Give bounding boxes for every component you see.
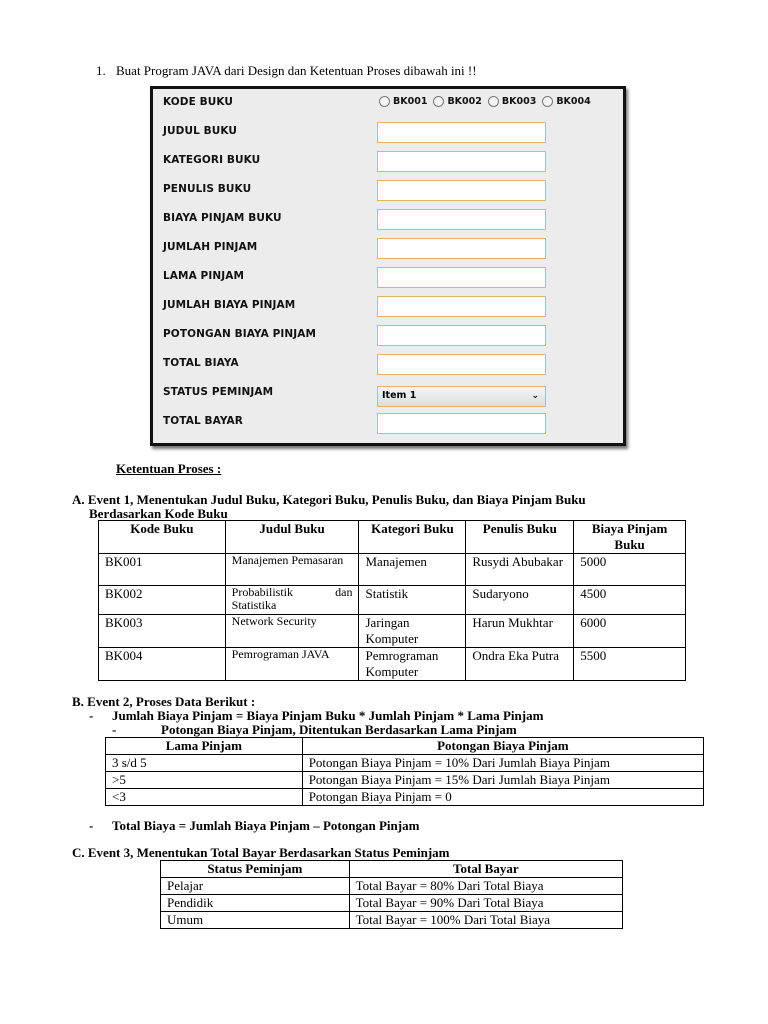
kategori-buku-input[interactable] <box>377 151 546 172</box>
status-peminjam-value: Item 1 <box>382 390 417 401</box>
potongan-table <box>105 737 704 806</box>
header-penulis-buku: Penulis Buku <box>466 521 574 554</box>
cell-kode: BK003 <box>99 615 226 648</box>
form-design-mockup <box>150 86 626 446</box>
cell-biaya: 5500 <box>574 648 686 681</box>
cell-penulis: Sudaryono <box>466 586 574 615</box>
cell-kategori: Manajemen <box>359 554 466 586</box>
cell-total: Total Bayar = 100% Dari Total Biaya <box>349 912 622 929</box>
label-total-bayar: TOTAL BAYAR <box>163 415 243 427</box>
table-row <box>99 554 686 586</box>
cell-lama: 3 s/d 5 <box>106 755 303 772</box>
cell-status: Pendidik <box>161 895 350 912</box>
total-bayar-input[interactable] <box>377 413 546 434</box>
label-judul-buku: JUDUL BUKU <box>163 125 238 137</box>
cell-biaya: 5000 <box>574 554 686 586</box>
radio-circle-icon <box>542 96 553 107</box>
section-b-dash1: - <box>89 708 94 723</box>
cell-potongan: Potongan Biaya Pinjam = 0 <box>302 789 703 806</box>
header-biaya-pinjam: Biaya Pinjam Buku <box>574 521 686 554</box>
ketentuan-title: Ketentuan Proses : <box>116 461 222 476</box>
section-c-title: C. Event 3, Menentukan Total Bayar Berdasarkan Status Peminjam <box>72 845 450 860</box>
label-total-biaya: TOTAL BIAYA <box>163 357 239 369</box>
radio-bk001[interactable]: BK001 <box>379 96 427 107</box>
header-status-peminjam: Status Peminjam <box>161 861 350 878</box>
table-row <box>99 586 686 615</box>
table-row <box>161 878 623 895</box>
table-row <box>106 755 704 772</box>
label-kode-buku: KODE BUKU <box>163 96 234 108</box>
total-bayar-table <box>160 860 623 929</box>
biaya-pinjam-buku-input[interactable] <box>377 209 546 230</box>
label-penulis-buku: PENULIS BUKU <box>163 183 252 195</box>
cell-biaya: 4500 <box>574 586 686 615</box>
total-biaya-formula: Total Biaya = Jumlah Biaya Pinjam – Potongan Pinjam <box>112 818 420 833</box>
table-row <box>99 615 686 648</box>
cell-penulis: Ondra Eka Putra <box>466 648 574 681</box>
header-judul-buku: Judul Buku <box>225 521 359 554</box>
cell-penulis: Harun Mukhtar <box>466 615 574 648</box>
total-biaya-input[interactable] <box>377 354 546 375</box>
jumlah-pinjam-input[interactable] <box>377 238 546 259</box>
table-row <box>99 648 686 681</box>
header-potongan: Potongan Biaya Pinjam <box>302 738 703 755</box>
lama-pinjam-input[interactable] <box>377 267 546 288</box>
status-peminjam-select[interactable] <box>377 386 546 407</box>
section-b-formula: Jumlah Biaya Pinjam = Biaya Pinjam Buku * Jumlah Pinjam * Lama Pinjam <box>112 708 544 723</box>
cell-kode: BK004 <box>99 648 226 681</box>
cell-lama: <3 <box>106 789 303 806</box>
radio-bk002[interactable]: BK002 <box>433 96 481 107</box>
radio-bk004[interactable]: BK004 <box>542 96 590 107</box>
section-b-potongan-text: Potongan Biaya Pinjam, Ditentukan Berdasarkan Lama Pinjam <box>161 722 517 737</box>
jumlah-biaya-pinjam-input[interactable] <box>377 296 546 317</box>
cell-total: Total Bayar = 90% Dari Total Biaya <box>349 895 622 912</box>
label-jumlah-biaya-pinjam: JUMLAH BIAYA PINJAM <box>163 299 296 311</box>
table-row <box>106 772 704 789</box>
cell-penulis: Rusydi Abubakar <box>466 554 574 586</box>
section-a-subtitle: Berdasarkan Kode Buku <box>89 506 228 521</box>
label-biaya-pinjam-buku: BIAYA PINJAM BUKU <box>163 212 282 224</box>
intro-number: 1. <box>96 63 106 78</box>
header-kode-buku: Kode Buku <box>99 521 226 554</box>
section-b-dash3: - <box>89 818 94 833</box>
cell-potongan: Potongan Biaya Pinjam = 10% Dari Jumlah Biaya Pinjam <box>302 755 703 772</box>
cell-kategori: Jaringan Komputer <box>359 615 466 648</box>
cell-judul: Network Security <box>225 615 359 648</box>
cell-judul: Manajemen Pemasaran <box>225 554 359 586</box>
header-kategori-buku: Kategori Buku <box>359 521 466 554</box>
cell-kode: BK002 <box>99 586 226 615</box>
table-row <box>161 912 623 929</box>
table-row <box>161 895 623 912</box>
table-row <box>106 789 704 806</box>
judul-buku-input[interactable] <box>377 122 546 143</box>
label-lama-pinjam: LAMA PINJAM <box>163 270 245 282</box>
label-kategori-buku: KATEGORI BUKU <box>163 154 261 166</box>
cell-judul: Pemrograman JAVA <box>225 648 359 681</box>
book-table <box>98 520 686 681</box>
cell-kategori: Statistik <box>359 586 466 615</box>
cell-total: Total Bayar = 80% Dari Total Biaya <box>349 878 622 895</box>
cell-kategori: Pemrograman Komputer <box>359 648 466 681</box>
cell-judul: Probabilistik dan Statistika <box>225 586 359 615</box>
label-status-peminjam: STATUS PEMINJAM <box>163 386 274 398</box>
section-b-title: B. Event 2, Proses Data Berikut : <box>72 694 256 709</box>
header-lama-pinjam: Lama Pinjam <box>106 738 303 755</box>
section-a-title: A. Event 1, Menentukan Judul Buku, Kategori Buku, Penulis Buku, dan Biaya Pinjam Buku <box>72 492 586 507</box>
radio-circle-icon <box>488 96 499 107</box>
dropdown-arrow-icon: ⌄ <box>531 391 539 401</box>
potongan-biaya-pinjam-input[interactable] <box>377 325 546 346</box>
cell-lama: >5 <box>106 772 303 789</box>
cell-potongan: Potongan Biaya Pinjam = 15% Dari Jumlah Biaya Pinjam <box>302 772 703 789</box>
radio-circle-icon <box>379 96 390 107</box>
intro-text: Buat Program JAVA dari Design dan Ketentuan Proses dibawah ini !! <box>116 63 477 78</box>
kode-buku-radio-group <box>379 96 597 107</box>
section-b-dash2: - <box>112 722 117 737</box>
label-jumlah-pinjam: JUMLAH PINJAM <box>163 241 258 253</box>
radio-bk003[interactable]: BK003 <box>488 96 536 107</box>
intro-line <box>96 63 477 79</box>
cell-status: Umum <box>161 912 350 929</box>
label-potongan-biaya-pinjam: POTONGAN BIAYA PINJAM <box>163 328 317 340</box>
header-total-bayar: Total Bayar <box>349 861 622 878</box>
cell-biaya: 6000 <box>574 615 686 648</box>
cell-status: Pelajar <box>161 878 350 895</box>
radio-circle-icon <box>433 96 444 107</box>
cell-kode: BK001 <box>99 554 226 586</box>
penulis-buku-input[interactable] <box>377 180 546 201</box>
